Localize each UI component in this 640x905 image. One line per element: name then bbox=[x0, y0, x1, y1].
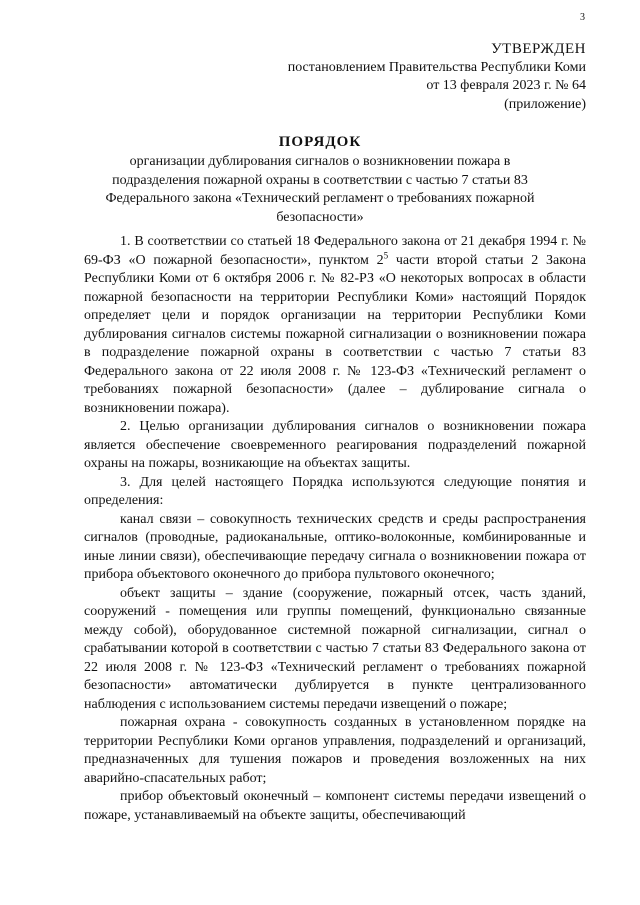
approval-title: УТВЕРЖДЕН bbox=[491, 41, 586, 57]
document-body bbox=[84, 233, 586, 825]
paragraph-1 bbox=[84, 233, 586, 418]
approval-line-2: от 13 февраля 2023 г. № 64 bbox=[426, 78, 586, 93]
page-number: 3 bbox=[580, 12, 585, 23]
paragraph-1-superscript: 5 bbox=[383, 249, 389, 260]
document-title: ПОРЯДОК bbox=[278, 134, 362, 150]
definition-communication-channel: канал связи – совокупность технических средств и среды распространения сигналов (проводные, радиоканальные, оптико-волоконные, комбинированные и иные линии связи), обеспечивающие передачу сигнала о возникновении пожара от прибора объектового оконечного до прибора пультового оконечного; bbox=[84, 511, 586, 582]
approval-line-3: (приложение) bbox=[504, 96, 586, 112]
approval-line-1: постановлением Правительства Республики Коми bbox=[287, 59, 586, 75]
paragraph-2: 2. Целью организации дублирования сигналов о возникновении пожара является обеспечение своевременного реагирования подразделений пожарной охраны на пожары, возникающие на объектах защиты. bbox=[84, 419, 586, 471]
definition-fire-protection: пожарная охрана - совокупность созданных в установленном порядке на территории Республики Коми органов управления, подразделений и организаций, предназначенных для тушения пожаров и проведения возложенных на них аварийно-спасательных работ; bbox=[84, 715, 586, 786]
approval-block bbox=[288, 40, 586, 114]
paragraph-1-start: 1. В соответствии со статьей 18 Федерального закона от 21 декабря 1994 г. № 69-ФЗ «О пожарной безопасности», пунктом 2 bbox=[84, 234, 586, 268]
paragraph-3: 3. Для целей настоящего Порядка используются следующие понятия и определения: bbox=[84, 474, 586, 508]
definition-protection-object: объект защиты – здание (сооружение, пожарный отсек, часть зданий, сооружений - помещения или группы помещений, функционально связанные между собой), оборудованное системной пожарной сигнализации, сигнал о срабатывании которой в соответствии с частью 7 статьи 83 Федерального закона от 22 июля 2008 г. № 123-ФЗ «Технический регламент о требованиях пожарной безопасности» автоматически дублируется в пункте централизованного наблюдения с использованием системы передачи извещений о пожаре; bbox=[84, 585, 586, 712]
document-subtitle: организации дублирования сигналов о возникновении пожара в подразделения пожарной охраны в соответствии с частью 7 статьи 83 Федерального закона «Технический регламент о требованиях пожарной безопасности» bbox=[105, 154, 535, 225]
definition-object-terminal-device: прибор объектовый оконечный – компонент системы передачи извещений о пожаре, устанавливаемый на объекте защиты, обеспечивающий bbox=[84, 789, 586, 823]
paragraph-1-end: части второй статьи 2 Закона Республики Коми от 6 октября 2006 г. № 82-РЗ «О некоторых вопросах в области пожарной безопасности на территории Республики Коми» настоящий Порядок определяет цели и порядок организации на территории Республики Коми дублирования сигналов системы пожарной сигнализации о возникновении пожара в подразделение пожарной охраны в соответствии с частью 7 статьи 83 Федерального закона от 22 июля 2008 г. № 123-ФЗ «Технический регламент о требованиях пожарной безопасности» (далее – дублирование сигнала о возникновении пожара). bbox=[84, 252, 586, 416]
